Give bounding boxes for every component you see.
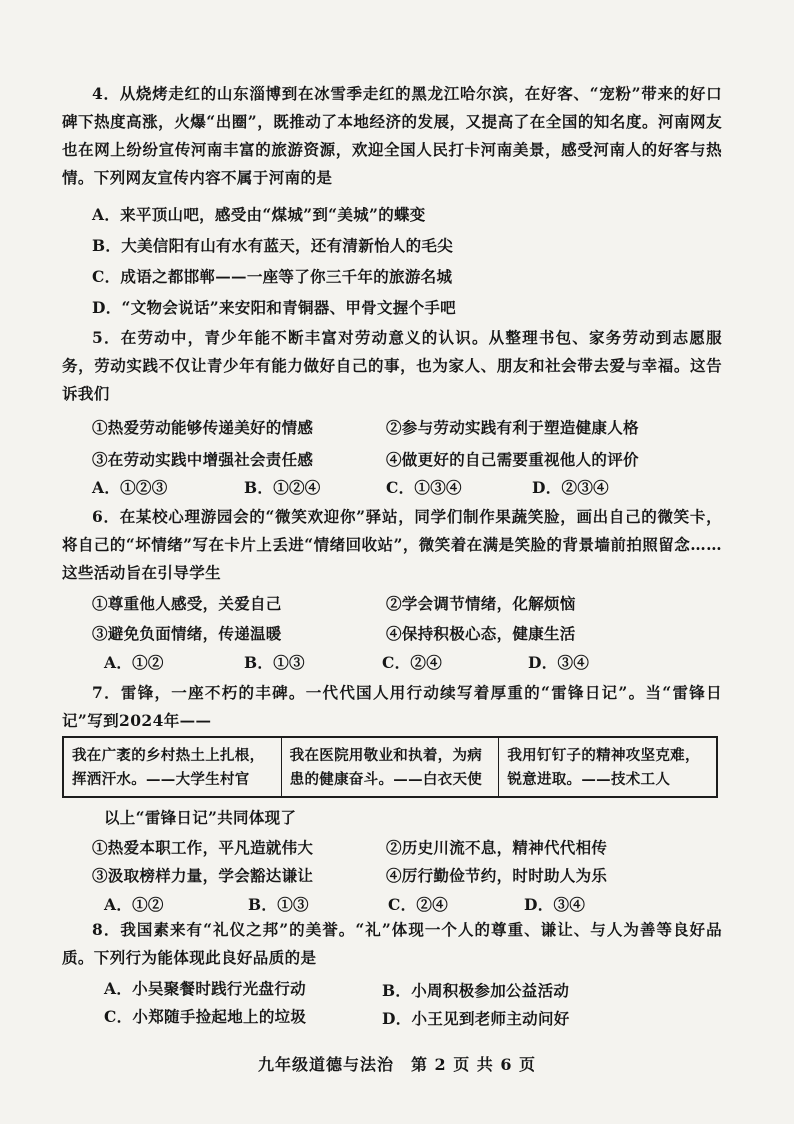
page-footer: 九年级道德与法治 第 2 页 共 6 页: [257, 1055, 537, 1074]
question-6-option-c: C．②④: [382, 653, 443, 672]
question-4-option-d: D．“文物会说话”来安阳和青铜器、甲骨文握个手吧: [92, 298, 456, 317]
question-5-item-3: ③在劳动实践中增强社会责任感: [92, 450, 314, 469]
question-5-item-1: ①热爱劳动能够传递美好的情感: [92, 418, 314, 437]
question-8-option-c: C．小郑随手捡起地上的垃圾: [104, 1007, 307, 1026]
question-8-stem: 8．我国素来有“礼仪之邦”的美誉。“礼”体现一个人的尊重、谦让、与人为善等良好品质。下列行为能体现此良好品质的是: [62, 920, 722, 967]
question-5-option-d: D．②③④: [532, 478, 609, 497]
question-5-item-4: ④做更好的自己需要重视他人的评价: [386, 450, 639, 469]
question-5-stem: 5．在劳动中，青少年能不断丰富对劳动意义的认识。从整理书包、家务劳动到志愿服务，劳动实践不仅让青少年有能力做好自己的事，也为家人、朋友和社会带去爱与幸福。这告诉我们: [62, 328, 722, 403]
question-6-option-d: D．③④: [528, 653, 590, 672]
diary-cell-doctor: 我在医院用敬业和执着，为病患的健康奋斗。——白衣天使: [282, 738, 500, 796]
question-5-item-2: ②参与劳动实践有利于塑造健康人格: [386, 418, 639, 437]
question-6-option-b: B．①③: [244, 653, 305, 672]
question-7-item-3: ③汲取榜样力量，学会豁达谦让: [92, 866, 314, 885]
question-6-item-2: ②学会调节情绪，化解烦恼: [386, 594, 576, 613]
question-5-option-a: A．①②③: [92, 478, 168, 497]
question-7-stem: 7．雷锋，一座不朽的丰碑。一代代国人用行动续写着厚重的“雷锋日记”。当“雷锋日记”写到2024年——: [62, 683, 722, 730]
question-6-stem: 6．在某校心理游园会的“微笑欢迎你”驿站，同学们制作果蔬笑脸，画出自己的微笑卡，将自己的“坏情绪”写在卡片上丢进“情绪回收站”，微笑着在满是笑脸的背景墙前拍照留念……这些活动旨在引导学生: [62, 507, 722, 582]
question-7-option-b: B．①③: [248, 895, 309, 914]
question-5-option-b: B．①②④: [244, 478, 321, 497]
question-6-item-4: ④保持积极心态，健康生活: [386, 624, 576, 643]
question-6-item-1: ①尊重他人感受，关爱自己: [92, 594, 282, 613]
question-7-item-2: ②历史川流不息，精神代代相传: [386, 838, 608, 857]
question-7-lead: 以上“雷锋日记”共同体现了: [104, 808, 297, 827]
question-4-stem: 4．从烧烤走红的山东淄博到在冰雪季走红的黑龙江哈尔滨，在好客、“宠粉”带来的好口碑下热度高涨，火爆“出圈”，既推动了本地经济的发展，又提高了在全国的知名度。河南网友也在网上纷纷宣传河南丰富的旅游资源，欢迎全国人民打卡河南美景，感受河南人的好客与热情。下列网友宣传内容不属于河南的是: [62, 84, 722, 187]
question-4-option-c: C．成语之都邯郸——一座等了你三千年的旅游名城: [92, 267, 453, 286]
question-7-option-d: D．③④: [524, 895, 586, 914]
question-5-option-c: C．①③④: [386, 478, 462, 497]
question-6-option-a: A．①②: [104, 653, 164, 672]
diary-cell-village-official: 我在广袤的乡村热土上扎根，挥洒汗水。——大学生村官: [64, 738, 282, 796]
diary-cell-technician: 我用钉钉子的精神攻坚克难，锐意进取。——技术工人: [507, 747, 700, 788]
question-8-option-d: D．小王见到老师主动问好: [382, 1009, 570, 1028]
question-7-option-a: A．①②: [104, 895, 164, 914]
question-6-item-3: ③避免负面情绪，传递温暖: [92, 624, 282, 643]
question-7-item-1: ①热爱本职工作，平凡造就伟大: [92, 838, 314, 857]
question-4-option-b: B．大美信阳有山有水有蓝天，还有清新怡人的毛尖: [92, 236, 454, 255]
question-8-option-b: B．小周积极参加公益活动: [382, 981, 570, 1000]
question-8-option-a: A．小吴聚餐时践行光盘行动: [104, 979, 306, 998]
leifeng-diary-table: [62, 736, 718, 798]
question-7-option-c: C．②④: [388, 895, 449, 914]
question-7-item-4: ④厉行勤俭节约，时时助人为乐: [386, 866, 608, 885]
question-4-option-a: A．来平顶山吧，感受由“煤城”到“美城”的蝶变: [92, 205, 426, 224]
